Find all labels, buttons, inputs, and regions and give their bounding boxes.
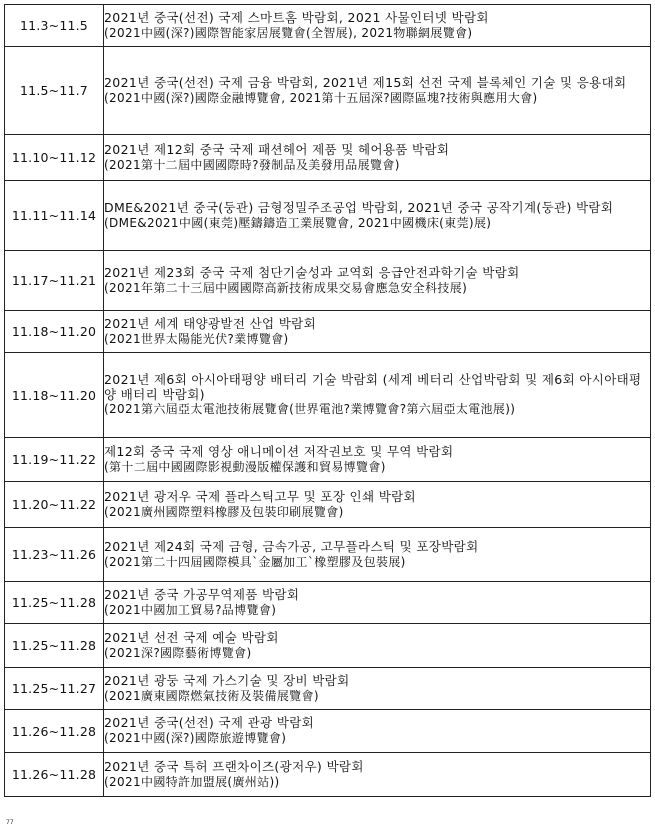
chinese-title: (2021第六屆亞太電池技術展覽會(世界電池?業博覽會?第六屆亞太電池展)) xyxy=(104,402,516,417)
chinese-title: (2021中國特許加盟展(廣州站)) xyxy=(104,774,280,789)
chinese-title: (DME&2021中國(東莞)壓鑄鑄造工業展覽會, 2021中國機床(東莞)展) xyxy=(104,215,492,230)
schedule-table-body xyxy=(5,5,651,797)
description-cell xyxy=(104,181,651,251)
table-row xyxy=(5,181,651,251)
description-cell xyxy=(104,5,651,47)
chinese-title: (2021中國加工貿易?品博覽會) xyxy=(104,602,277,617)
date-cell: 11.25~11.27 xyxy=(5,668,104,710)
chinese-title: (2021第二十四屆國際模具`金屬加工`橡塑膠及包裝展) xyxy=(104,554,406,569)
date-cell: 11.3~11.5 xyxy=(5,5,104,47)
korean-title: 2021년 제12회 중국 국제 패션헤어 제품 및 헤어용품 박람회 xyxy=(104,141,450,157)
date-cell: 11.10~11.12 xyxy=(5,135,104,181)
description-cell xyxy=(104,311,651,353)
korean-title: 2021년 제24회 국제 금형, 금속가공, 고무플라스틱 및 포장박람회 xyxy=(104,538,479,554)
table-row xyxy=(5,47,651,135)
chinese-title: (2021深?國際藝術博覽會) xyxy=(104,645,252,660)
date-cell: 11.23~11.26 xyxy=(5,528,104,582)
chinese-title: (第十二屆中國國際影視動漫版權保護和貿易博覽會) xyxy=(104,459,386,474)
korean-title: 2021년 광저우 국제 플라스틱고무 및 포장 인쇄 박람회 xyxy=(104,488,416,504)
description-cell xyxy=(104,135,651,181)
korean-title: 2021년 중국(선전) 국제 관광 박람회 xyxy=(104,715,315,731)
chinese-title: (2021中國(深?)國際旅遊博覽會) xyxy=(104,731,287,745)
description-cell xyxy=(104,47,651,135)
chinese-title: (2021世界太陽能光伏?業博覽會) xyxy=(104,331,289,346)
description-cell xyxy=(104,438,651,482)
table-row xyxy=(5,528,651,582)
document-page xyxy=(4,4,651,797)
date-cell: 11.5~11.7 xyxy=(5,47,104,135)
description-cell xyxy=(104,251,651,311)
date-cell: 11.11~11.14 xyxy=(5,181,104,251)
description-cell xyxy=(104,353,651,438)
date-cell: 11.18~11.20 xyxy=(5,311,104,353)
chinese-title: (2021中國(深?)國際智能家居展覽會(全智展), 2021物聯網展覽會) xyxy=(104,25,473,40)
description-cell xyxy=(104,482,651,528)
table-row xyxy=(5,251,651,311)
table-row xyxy=(5,482,651,528)
date-cell: 11.18~11.20 xyxy=(5,353,104,438)
table-row xyxy=(5,624,651,668)
description-cell xyxy=(104,753,651,797)
date-cell: 11.26~11.28 xyxy=(5,753,104,797)
table-row xyxy=(5,582,651,624)
table-row xyxy=(5,668,651,710)
chinese-title: (2021年第二十三屆中國國際高新技術成果交易會應急安全科技展) xyxy=(104,280,468,295)
korean-title: 2021년 제23회 중국 국제 첨단기술성과 교역회 응급안전과학기술 박람회 xyxy=(104,264,520,280)
table-row xyxy=(5,353,651,438)
chinese-title: (2021中國(深?)國際金融博覽會, 2021第十五屆深?國際區塊?技術與應用大會) xyxy=(104,90,538,105)
korean-title: 2021년 중국(선전) 국제 금융 박람회, 2021년 제15회 선전 국제 블록체인 기술 및 응용대회 xyxy=(104,74,627,90)
page-number: 77 xyxy=(6,819,14,826)
table-row xyxy=(5,753,651,797)
korean-title: 2021년 중국(선전) 국제 스마트홈 박람회, 2021 사물인터넷 박람회 xyxy=(104,9,489,25)
korean-title: 제12회 중국 국제 영상 애니메이션 저작권보호 및 무역 박람회 xyxy=(104,443,454,459)
date-cell: 11.26~11.28 xyxy=(5,710,104,753)
description-cell xyxy=(104,668,651,710)
date-cell: 11.17~11.21 xyxy=(5,251,104,311)
korean-title: 2021년 세계 태양광발전 산업 박람회 xyxy=(104,315,317,331)
date-cell: 11.25~11.28 xyxy=(5,624,104,668)
korean-title: DME&2021년 중국(둥관) 금형정밀주조공업 박람회, 2021년 중국 공작기계(둥관) 박람회 xyxy=(104,199,614,215)
table-row xyxy=(5,311,651,353)
description-cell xyxy=(104,624,651,668)
table-row xyxy=(5,135,651,181)
chinese-title: (2021廣東國際燃氣技術及裝備展覽會) xyxy=(104,688,319,703)
table-row xyxy=(5,710,651,753)
description-cell xyxy=(104,582,651,624)
table-row xyxy=(5,5,651,47)
korean-title: 2021년 광둥 국제 가스기술 및 장비 박람회 xyxy=(104,672,350,688)
description-cell xyxy=(104,528,651,582)
chinese-title: (2021第十二屆中國國際時?發制品及美發用品展覽會) xyxy=(104,157,400,172)
chinese-title: (2021廣州國際塑料橡膠及包裝印刷展覽會) xyxy=(104,504,344,519)
description-cell xyxy=(104,710,651,753)
exhibition-schedule-table xyxy=(4,4,651,797)
date-cell: 11.25~11.28 xyxy=(5,582,104,624)
date-cell: 11.19~11.22 xyxy=(5,438,104,482)
korean-title: 2021년 중국 특허 프랜차이즈(광저우) 박람회 xyxy=(104,758,364,774)
table-row xyxy=(5,438,651,482)
korean-title: 2021년 제6회 아시아태평양 배터리 기술 박람회 (세계 베터리 산업박람회 및 제6회 아시아태평양 배터리 박람회) xyxy=(104,372,642,402)
korean-title: 2021년 선전 국제 예술 박람회 xyxy=(104,629,279,645)
korean-title: 2021년 중국 가공무역제품 박람회 xyxy=(104,586,300,602)
date-cell: 11.20~11.22 xyxy=(5,482,104,528)
